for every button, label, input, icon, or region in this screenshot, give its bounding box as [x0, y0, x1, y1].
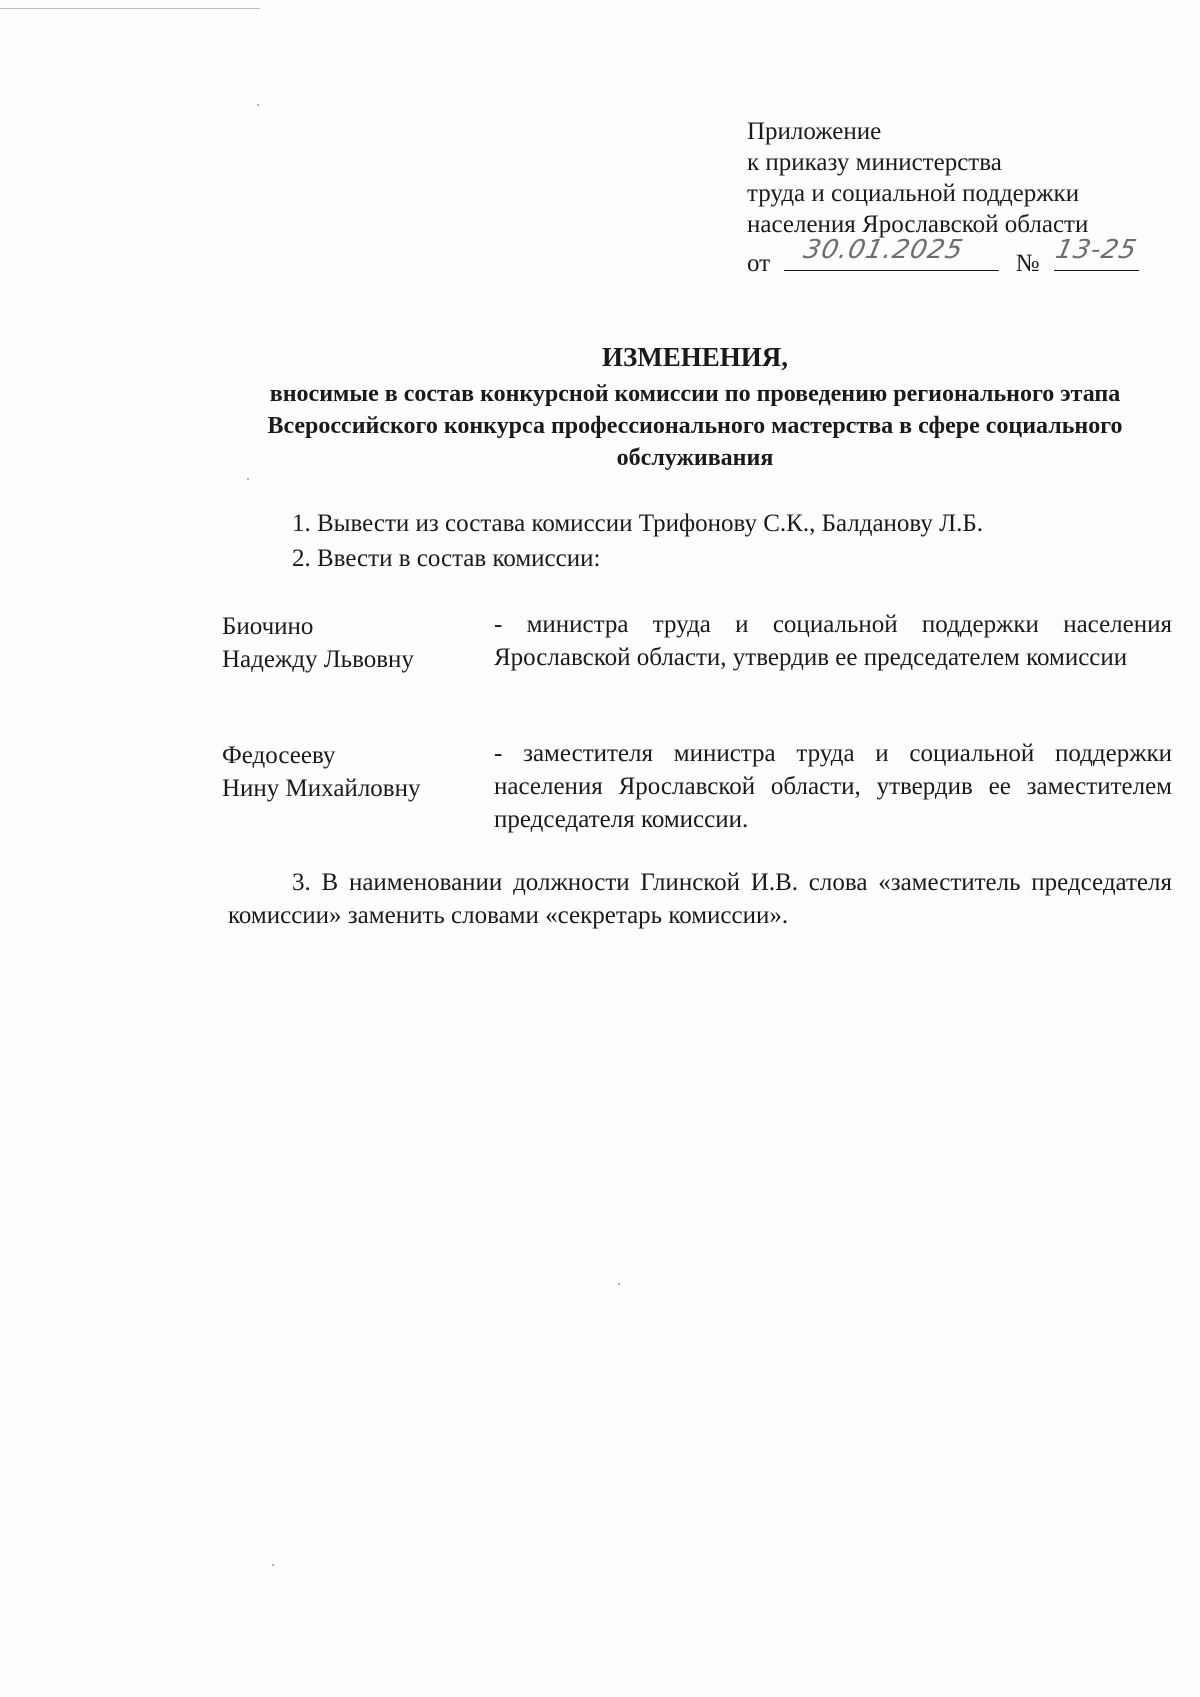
date-field: [784, 235, 999, 271]
person-given-name: Нину Михайловну: [222, 775, 421, 802]
person-description: - министра труда и социальной поддержки населения Ярославской области, утвердив ее председателем комиссии: [494, 611, 1172, 671]
scan-artifact-line: [0, 8, 260, 9]
person-description: - заместителя министра труда и социальной поддержки населения Ярославской области, утвердив ее заместителем председателя комиссии.: [494, 740, 1172, 833]
scan-speck: [247, 478, 249, 480]
handwritten-date: 30.01.2025: [801, 235, 967, 265]
item-2-text: 2. Ввести в состав комиссии:: [292, 545, 601, 572]
appendix-date-row: [747, 235, 1140, 279]
appendix-line-3: труда и социальной поддержки: [747, 180, 1080, 207]
appendix-line-2: к приказу министерства: [747, 149, 1002, 176]
person-name: [222, 739, 482, 805]
handwritten-number: 13-25: [1052, 235, 1140, 265]
scan-speck: [257, 104, 259, 106]
item-1: [228, 508, 1170, 540]
person-given-name: Надежду Львовну: [222, 646, 414, 673]
person-surname: Федосееву: [222, 742, 336, 769]
number-field: [1052, 235, 1140, 271]
person-name: [222, 610, 482, 676]
appendix-header: [747, 116, 1139, 279]
appendix-line-1: Приложение: [747, 118, 882, 145]
scan-speck: [272, 1564, 274, 1566]
item-2: [228, 543, 1170, 575]
number-label: №: [1015, 250, 1040, 277]
person-surname: Биочино: [222, 613, 314, 640]
item-3: 3. В наименовании должности Глинской И.В. слова «заместитель председателя комиссии» заменить словами «секретарь комиссии».: [228, 869, 1172, 929]
document-title: [225, 340, 1165, 474]
scan-speck: [618, 1283, 620, 1285]
title-subtitle: вносимые в состав конкурсной комиссии по проведению регионального этапа Всероссийского конкурса профессионального мастерства в сфере социального обслуживания: [267, 381, 1123, 471]
item-1-text: 1. Вывести из состава комиссии Трифонову С.К., Балданову Л.Б.: [292, 510, 983, 537]
date-label: от: [747, 250, 771, 277]
appendix-line-4: населения Ярославской области: [747, 211, 1089, 238]
title-main: ИЗМЕНЕНИЯ,: [601, 342, 788, 372]
